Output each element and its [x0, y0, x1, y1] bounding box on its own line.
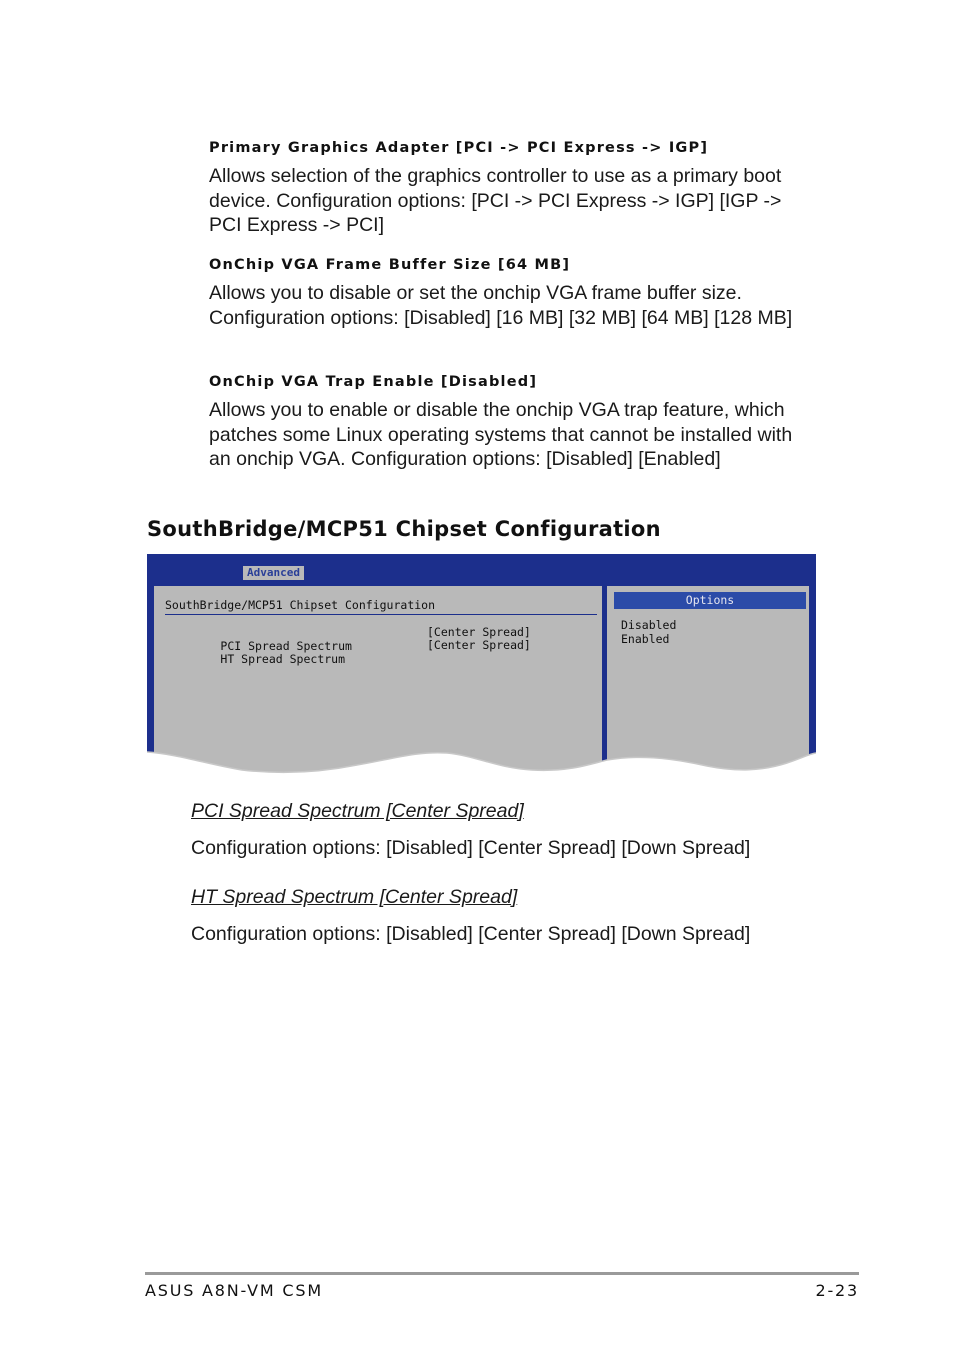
section-title: SouthBridge/MCP51 Chipset Configuration	[147, 517, 661, 541]
item-description-vga-trap-enable: Allows you to enable or disable the onchip VGA trap feature, which patches some Linux operating systems that cannot be installed with an onchip VGA. Configuration options: [Disabled] [Enabled]	[209, 399, 793, 470]
subitem-title-pci-spread-spectrum: PCI Spread Spectrum [Center Spread]	[191, 800, 524, 822]
footer-divider	[145, 1272, 859, 1275]
bios-screenshot	[147, 554, 816, 774]
bios-row-value: [Center Spread]	[427, 638, 531, 652]
item-description-primary-graphics-adapter: Allows selection of the graphics controller to use as a primary boot device. Configuration options: [PCI -> PCI Express -> IGP] [IGP -> PCI Express -> PCI]	[209, 165, 782, 236]
bios-option-disabled[interactable]: Disabled	[621, 618, 677, 632]
item-title-frame-buffer-size: OnChip VGA Frame Buffer Size [64 MB]	[209, 257, 571, 273]
subitem-description-pci-spread-spectrum: Configuration options: [Disabled] [Center Spread] [Down Spread]	[191, 837, 751, 859]
bios-panel-title: SouthBridge/MCP51 Chipset Configuration	[165, 598, 436, 612]
item-title-primary-graphics-adapter: Primary Graphics Adapter [PCI -> PCI Express -> IGP]	[209, 140, 709, 156]
bios-row-label: PCI Spread Spectrum	[220, 639, 352, 653]
torn-edge-decoration	[147, 554, 816, 774]
item-title-vga-trap-enable: OnChip VGA Trap Enable [Disabled]	[209, 374, 538, 390]
subitem-description-ht-spread-spectrum: Configuration options: [Disabled] [Center Spread] [Down Spread]	[191, 923, 751, 945]
footer-page-number: 2-23	[815, 1281, 859, 1300]
footer-product-name: ASUS A8N-VM CSM	[145, 1281, 323, 1300]
bios-row-value: [Center Spread]	[427, 625, 531, 639]
subitem-title-ht-spread-spectrum: HT Spread Spectrum [Center Spread]	[191, 886, 518, 908]
bios-option-enabled[interactable]: Enabled	[621, 632, 670, 646]
bios-options-header: Options	[614, 592, 806, 609]
bios-tab-advanced[interactable]: Advanced	[243, 566, 304, 580]
item-description-frame-buffer-size: Allows you to disable or set the onchip VGA frame buffer size. Configuration options: [Disabled] [16 MB] [32 MB] [64 MB] [128 MB]	[209, 282, 793, 329]
bios-row-label: HT Spread Spectrum	[220, 652, 346, 666]
